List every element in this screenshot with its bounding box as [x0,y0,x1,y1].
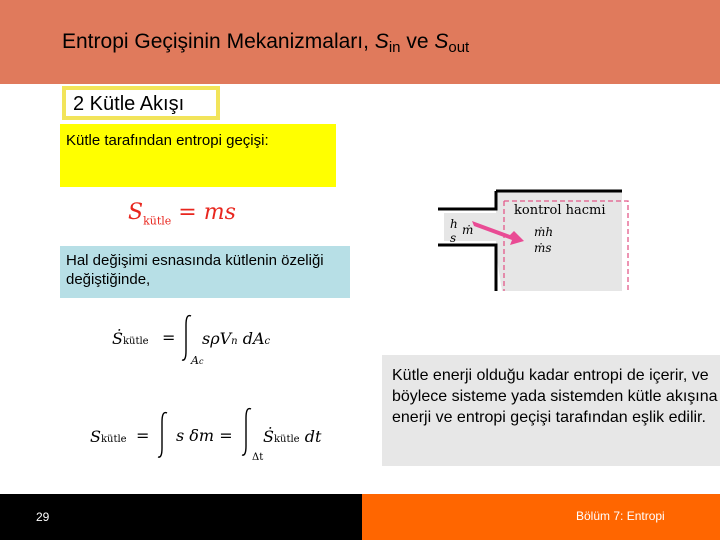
blue-callout [60,246,350,298]
formula1-lhs: S [128,200,144,225]
control-volume-label: kontrol hacmi [514,203,606,218]
flow-mh: ṁh [534,225,554,239]
formula3-rhs-sub: kütle [273,434,300,445]
formula2-int-sub-wrap [191,354,203,367]
formula3-eq1: = [136,426,150,445]
footer-right [362,494,720,540]
formula3-rhs-wrap [263,427,321,446]
integral-sign-3 [240,406,254,458]
formula2-tail: dA [237,329,265,348]
integral-sign-2 [156,410,170,460]
formula2-int-sub: A [191,354,199,367]
page-number: 29 [36,510,50,524]
flow-ms: ṁs [534,241,552,255]
formula2-body: sρV [202,329,232,348]
section-label [62,86,220,120]
title-mid: ve [400,30,435,53]
title-bar [0,0,720,84]
formula2-tail-sub: c [264,336,271,347]
blue-callout-text: Hal değişimi esnasında kütlenin özeliği değiştiğinde, [66,252,324,288]
inlet-m: ṁ [462,223,474,237]
title-prefix: Entropi Geçişinin Mekanizmaları, [62,30,375,53]
yellow-callout [60,124,336,187]
chapter-label: Bölüm 7: Entropi [576,509,665,523]
formula3-mid-wrap [176,426,233,445]
yellow-callout-text: Kütle tarafından entropi geçişi: [66,132,269,149]
formula3-int-sub: Δt [252,452,264,463]
formula3-lhs: S [90,427,101,446]
formula2-lhs: Ṡ [112,329,123,348]
formula1-lhs-sub: kütle [143,214,172,228]
formula1-rhs: = ms [178,200,236,225]
title-s-out: S [434,30,449,53]
control-volume-diagram [432,183,642,293]
inlet-h: h [450,217,458,231]
formula2-body-sub: n [231,336,238,347]
formula2-lhs-sub: kütle [122,336,149,347]
formula2-body-wrap [202,329,270,348]
slide-title [62,30,469,56]
inlet-s: s [450,231,457,245]
gray-callout [382,355,720,466]
formula3-lhs-wrap [90,427,127,446]
title-s-out-sub: out [448,39,470,56]
formula2-int-sub2: c [198,357,204,366]
section-label-text: 2 Kütle Akışı [73,93,185,115]
formula3-rhs: Ṡ [263,427,274,446]
title-s-in-sub: in [388,39,401,56]
title-s-in: S [374,30,389,53]
mass-entropy-formula [128,200,236,227]
formula2-eq: = [162,328,176,347]
formula3-lhs-sub: kütle [100,434,127,445]
footer-left [0,494,362,540]
gray-callout-text: Kütle enerji olduğu kadar entropi de içerir, ve böylece sisteme yada sistemden kütle akışına enerji ve entropi geçişi tarafından eşlik edilir. [392,367,718,426]
formula3-mid: s δm = [176,426,233,445]
formula3-tail: dt [299,427,322,446]
formula2-lhs-wrap [112,329,149,348]
